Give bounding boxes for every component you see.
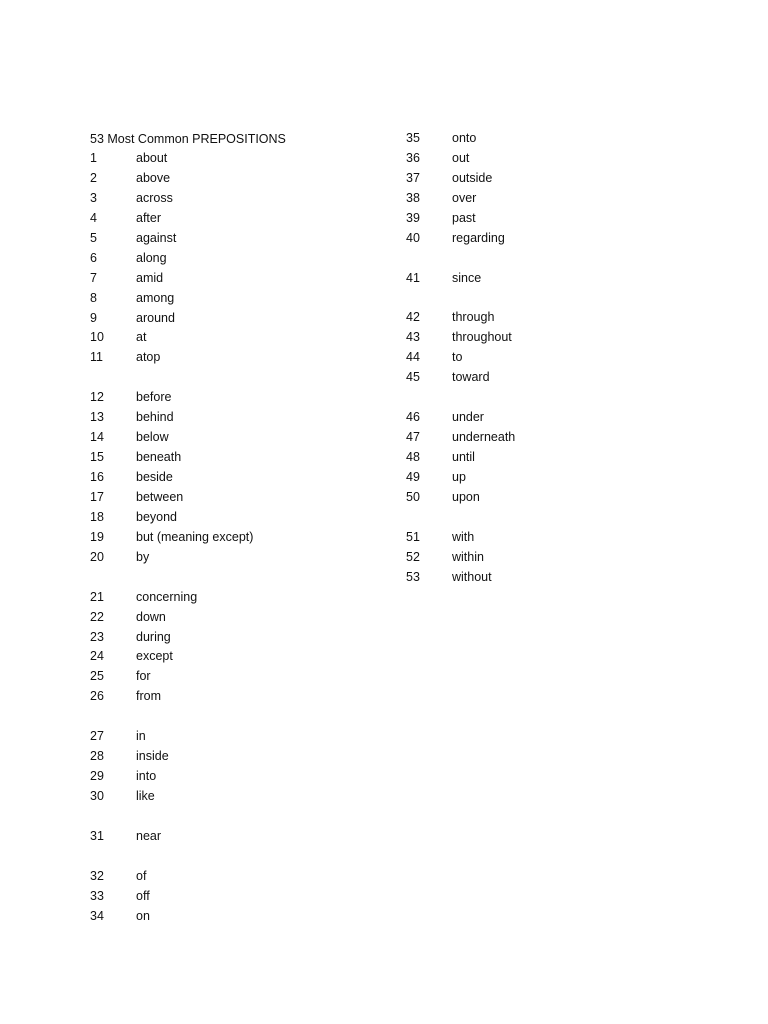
item-number: 13: [90, 410, 104, 425]
item-number: 9: [90, 310, 97, 325]
item-number: 19: [90, 529, 104, 544]
item-word: in: [136, 729, 146, 744]
item-number: 28: [90, 749, 104, 764]
item-number: 14: [90, 430, 104, 445]
item-number: 41: [406, 270, 420, 285]
item-word: for: [136, 669, 151, 684]
item-number: 15: [90, 450, 104, 465]
item-number: 34: [90, 908, 104, 923]
item-word: across: [136, 190, 173, 205]
item-number: 20: [90, 549, 104, 564]
item-number: 23: [90, 629, 104, 644]
item-word: inside: [136, 749, 169, 764]
item-word: along: [136, 250, 167, 265]
item-word: toward: [452, 370, 490, 385]
item-word: underneath: [452, 430, 516, 445]
item-word: before: [136, 390, 172, 405]
item-number: 1: [90, 151, 97, 165]
item-number: 7: [90, 270, 97, 285]
item-word: from: [136, 689, 161, 704]
item-word: out: [452, 150, 470, 165]
item-number: 39: [406, 210, 420, 225]
item-word: off: [136, 888, 150, 903]
item-word: regarding: [452, 230, 505, 245]
item-word: between: [136, 489, 184, 504]
item-number: 17: [90, 489, 104, 504]
item-number: 35: [406, 131, 420, 145]
item-number: 8: [90, 290, 97, 305]
item-number: 4: [90, 210, 97, 225]
item-number: 48: [406, 450, 420, 464]
item-number: 31: [90, 828, 104, 843]
item-word: about: [136, 151, 168, 165]
item-word: during: [136, 629, 171, 644]
item-number: 30: [90, 789, 104, 803]
item-number: 16: [90, 470, 104, 484]
item-word: on: [136, 908, 150, 923]
item-number: 38: [406, 190, 420, 205]
item-word: onto: [452, 131, 477, 145]
item-number: 51: [406, 529, 420, 544]
item-number: 18: [90, 509, 104, 524]
item-number: 12: [90, 390, 104, 405]
item-number: 43: [406, 330, 420, 345]
item-word: into: [136, 769, 157, 784]
item-number: 29: [90, 769, 104, 784]
item-number: 50: [406, 489, 420, 504]
item-number: 33: [90, 888, 104, 903]
item-word: upon: [452, 489, 480, 504]
item-word: over: [452, 190, 477, 205]
item-number: 49: [406, 469, 420, 484]
item-word: like: [136, 789, 155, 803]
item-word: around: [136, 310, 175, 325]
item-number: 22: [90, 609, 104, 624]
item-word: atop: [136, 350, 161, 365]
item-word: within: [452, 549, 484, 564]
item-word: to: [452, 350, 463, 365]
item-number: 32: [90, 868, 104, 883]
item-word: beneath: [136, 450, 182, 465]
item-word: after: [136, 210, 162, 225]
item-number: 3: [90, 190, 97, 205]
item-word: down: [136, 609, 166, 624]
item-number: 10: [90, 330, 104, 345]
item-word: without: [452, 569, 492, 584]
item-number: 11: [90, 350, 103, 365]
item-number: 36: [406, 150, 420, 165]
item-word: beside: [136, 470, 173, 484]
item-number: 37: [406, 170, 420, 185]
item-word: under: [452, 410, 484, 425]
item-word: through: [452, 310, 495, 325]
item-word: but (meaning except): [136, 529, 254, 544]
item-word: at: [136, 330, 147, 345]
item-word: above: [136, 170, 171, 185]
item-number: 53: [406, 569, 420, 584]
item-word: up: [452, 469, 466, 484]
item-word: near: [136, 828, 162, 843]
item-number: 2: [90, 170, 97, 185]
item-number: 24: [90, 649, 104, 664]
item-number: 26: [90, 689, 104, 704]
item-number: 21: [90, 589, 104, 604]
item-word: of: [136, 868, 147, 883]
item-word: until: [452, 450, 475, 464]
item-number: 40: [406, 230, 420, 245]
item-number: 27: [90, 729, 104, 744]
item-word: except: [136, 649, 173, 664]
item-word: concerning: [136, 589, 198, 604]
item-word: outside: [452, 170, 493, 185]
item-word: below: [136, 430, 169, 445]
item-number: 46: [406, 410, 420, 425]
item-number: 44: [406, 350, 420, 365]
document-title: 53 Most Common PREPOSITIONS: [90, 132, 286, 146]
item-number: 52: [406, 549, 420, 564]
item-word: by: [136, 549, 150, 564]
item-word: beyond: [136, 509, 178, 524]
item-word: amid: [136, 270, 164, 285]
item-word: since: [452, 270, 482, 285]
item-word: throughout: [452, 330, 512, 345]
item-word: behind: [136, 410, 174, 425]
item-number: 42: [406, 310, 420, 325]
item-number: 5: [90, 230, 97, 245]
item-number: 6: [90, 250, 97, 265]
item-word: with: [452, 529, 475, 544]
item-word: among: [136, 290, 175, 305]
item-word: past: [452, 210, 476, 225]
item-word: against: [136, 230, 177, 245]
item-number: 45: [406, 370, 420, 385]
item-number: 47: [406, 430, 420, 445]
item-number: 25: [90, 669, 104, 684]
